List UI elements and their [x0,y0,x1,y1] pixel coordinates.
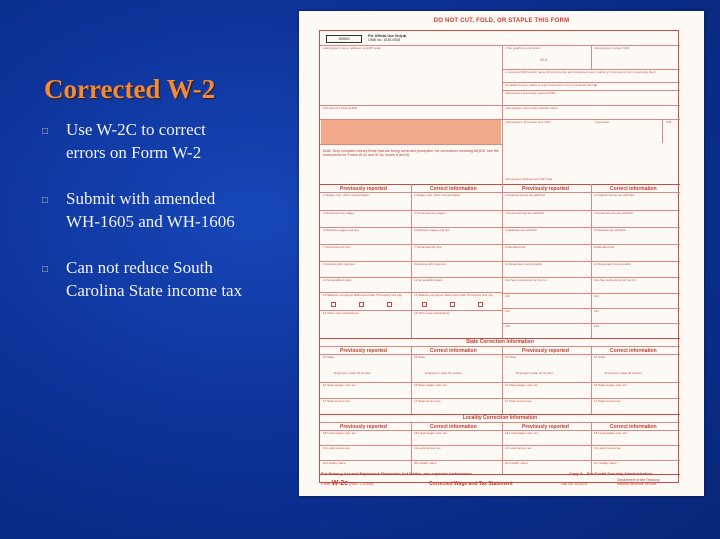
row-label: 7 Social security tips [323,245,351,249]
rule [320,354,680,355]
rule [502,346,503,414]
checkbox-sick-pay [478,302,483,307]
checkbox-retirement [359,302,364,307]
official-use: For Official Use Only ▶ OMB No. 1545-0008 [368,34,407,42]
row-label: 15 State [594,355,606,359]
row-label: 7 Social security tips [414,245,442,249]
bullet-text: Use W-2C to correct errors on Form W-2 [66,120,206,162]
row-label: 12a See instructions for box 12 [594,278,636,282]
rule [320,105,680,106]
form-statement-title: Corrected Wage and Tax Statement [429,481,513,487]
row-label: 19 Local income tax [414,446,441,450]
rule [411,422,412,474]
row-label: 8 Allocated tips [594,245,615,249]
row-label: 12c [594,309,599,313]
rule [502,293,680,294]
row-label: 15 State [414,355,426,359]
copy-a-label: Copy A—For Social Security Administration [569,471,653,476]
bullet-item [42,118,292,164]
row-label: 20 Locality name [594,461,617,465]
bullet-text: Submit with amended WH-1605 and WH-1606 [66,189,235,231]
row-label: 4 Social security tax withheld [505,211,544,215]
row-label: 14 Other (see instructions) [323,311,359,315]
treasury-dept: Department of the Treasury Internal Revenue Service [617,478,660,486]
checkbox-statutory [331,302,336,307]
box-h-label: h Employee's first name and initial [505,120,551,124]
rule [502,200,503,338]
row-label: 19 Local income tax [323,446,350,450]
row-label: 16 State wages, tips, etc. [505,383,539,387]
header-correct-right: Correct information [610,424,657,430]
checkbox-statutory [422,302,427,307]
row-label: 20 Locality name [414,461,437,465]
row-label: 17 State income tax [323,399,350,403]
header-prev-right: Previously reported [522,348,569,354]
rule [320,460,680,461]
row-label: 18 Local wages, tips, etc. [505,431,539,435]
row-label: Employer's state ID number [334,371,371,375]
state-section-title: State Correction Information [466,339,534,345]
header-correct-left: Correct information [430,424,477,430]
row-label: 18 Local wages, tips, etc. [414,431,448,435]
box-c-form: W-2 [540,57,548,62]
cat-number: Cat. No. 61437D [561,482,588,486]
rule [502,308,680,309]
row-label: 13 Statutory employee Retirement plan Third-party sick pay [323,293,402,297]
row-label: 17 State income tax [594,399,621,403]
box-i-label: i Employee's address and ZIP code [505,177,553,181]
header-prev-right: Previously reported [522,186,569,192]
row-label: 19 Local income tax [505,446,532,450]
row-label: 19 Local income tax [594,446,621,450]
row-label: Employer's state ID number [425,371,462,375]
checkbox-sick-pay [387,302,392,307]
row-label: 12b [594,294,600,298]
row-label: 17 State income tax [505,399,532,403]
local-section-title: Locality Correction Information [462,415,538,421]
box-a-label: a Employer's name, address, and ZIP code [323,46,381,50]
form-frame [319,30,679,483]
row-label: 16 State wages, tips, etc. [594,383,628,387]
void-box: 55555 [326,35,362,43]
rule [320,398,680,399]
rule [591,422,592,474]
row-label: 12d [594,324,600,328]
row-label: 2 Federal income tax withheld [505,193,545,197]
row-label: 10 Dependent care benefits [594,262,631,266]
row-label: 4 Social security tax withheld [594,211,633,215]
rule [591,346,592,414]
rule [320,144,502,145]
header-correct-right: Correct information [610,186,657,192]
rule [502,184,503,200]
row-label: 2 Federal income tax withheld [594,193,634,197]
rule [502,323,680,324]
row-label: 12b [505,294,511,298]
row-label: 15 State [323,355,335,359]
bullet-icon: □ [42,195,49,206]
row-label: 16 State wages, tips, etc. [414,383,448,387]
row-label: 14 Other (see instructions) [414,311,450,315]
rule [320,244,680,245]
row-label: 20 Locality name [323,461,346,465]
form-top-notice: DO NOT CUT, FOLD, OR STAPLE THIS FORM [433,18,570,24]
row-label: 3 Social security wages [323,211,355,215]
bullet-text: Can not reduce South Carolina State income tax [66,258,243,300]
bullet-item [42,256,292,302]
row-label: 20 Locality name [505,461,528,465]
rule [662,119,663,143]
checkbox-retirement [450,302,455,307]
bullet-icon: □ [42,264,49,275]
row-label: 1 Wages, tips, other compensation [323,193,370,197]
row-label: 6 Medicare tax withheld [505,228,537,232]
row-label: 11 Nonqualified plans [414,278,443,282]
rule [591,45,592,69]
row-label: 12c [505,309,510,313]
form-id: Form W-2c (Rev. 2-2009) [321,480,374,487]
complete-boxes-note: Complete boxes f and/or g only if incorrect on form previously filed. ▶ [505,83,597,87]
header-prev-left: Previously reported [340,424,387,430]
bullet-list [42,118,292,325]
bullet-icon: □ [42,126,49,137]
row-label: 9 Advance EIC payment [323,262,356,266]
row-label: 16 State wages, tips, etc. [323,383,357,387]
last-name-label: Last name [595,120,610,124]
row-label: 17 State income tax [414,399,441,403]
row-label: 18 Local wages, tips, etc. [323,431,357,435]
shaded-area [321,120,501,144]
header-prev-left: Previously reported [340,186,387,192]
header-correct-right: Correct information [610,348,657,354]
row-label: 10 Dependent care benefits [505,262,542,266]
header-prev-right: Previously reported [522,424,569,430]
row-label: 1 Wages, tips, other compensation [414,193,461,197]
box-g-label: g Employee's previously reported name [505,106,558,110]
rule [320,346,680,347]
box-c-label: c Tax year/Form corrected [505,46,540,50]
rule [502,422,503,474]
row-label: 9 Advance EIC payment [414,262,447,266]
row-label: 3 Social security wages [414,211,446,215]
suffix-label: Suff. [666,120,673,124]
box-d-label: d Employee's correct SSN [594,46,629,50]
rule [320,184,680,185]
row-label: 13 Statutory employee Retirement plan Third-party sick pay [414,293,493,297]
row-label: Employer's state ID number [516,371,553,375]
rule [320,422,680,423]
header-correct-left: Correct information [430,186,477,192]
row-label: 5 Medicare wages and tips [323,228,359,232]
privacy-notice: For Privacy Act and Paperwork Reduction Act Notice, see separate instructions. [321,471,473,476]
rule [411,346,412,414]
row-label: 15 State [505,355,517,359]
row-label: 8 Allocated tips [505,245,526,249]
rule [320,227,680,228]
bullet-item [42,187,292,233]
header-correct-left: Correct information [430,348,477,354]
row-label: 12a See instructions for box 12 [505,278,547,282]
w2c-form-image [299,11,704,496]
row-label: 6 Medicare tax withheld [594,228,626,232]
row-label: 12d [505,324,511,328]
row-label: 18 Local wages, tips, etc. [594,431,628,435]
header-prev-left: Previously reported [340,348,387,354]
note-text: Note: Only complete money fields that are being corrected (exception: for corrections involving MQGE, see the Instructions for Forms W-2c and W-3c, boxes 5 and 6). [323,149,499,158]
box-f-label: f Employee's previously reported SSN [505,91,556,95]
row-label: 5 Medicare wages and tips [414,228,450,232]
slide-title: Corrected W-2 [44,74,216,104]
rule [320,445,680,446]
row-label: Employer's state ID number [605,371,642,375]
row-label: 11 Nonqualified plans [323,278,352,282]
box-b-label: b Employer's Federal EIN [323,106,358,110]
box-e-label: e Corrected SSN and/or name (Check this box and complete boxes f and/or g if incorrect on form previously filed.) [505,70,657,74]
